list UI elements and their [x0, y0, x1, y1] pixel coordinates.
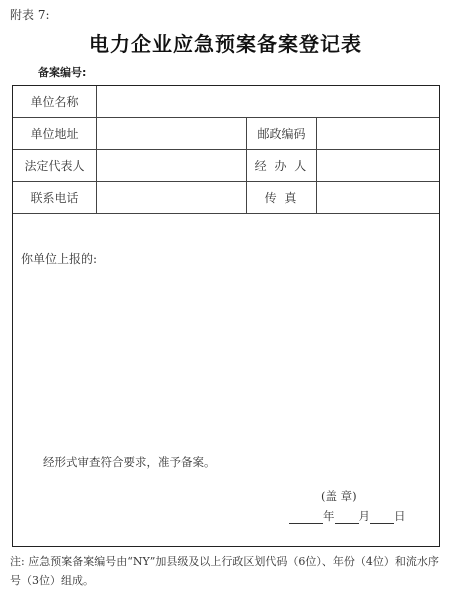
phone-label: 联系电话 [13, 182, 97, 213]
unit-name-field[interactable] [97, 86, 439, 117]
year-blank[interactable] [289, 511, 323, 524]
month-blank[interactable] [335, 511, 359, 524]
appendix-label: 附表 7: [10, 8, 50, 22]
phone-field[interactable] [97, 182, 247, 213]
postal-code-label: 邮政编码 [247, 118, 317, 149]
unit-address-field[interactable] [97, 118, 247, 149]
date-line [289, 508, 406, 524]
row-unit-name [13, 86, 439, 118]
form-title: 电力企业应急预案备案登记表 [89, 32, 362, 56]
postal-code-field[interactable] [317, 118, 439, 149]
unit-name-label: 单位名称 [13, 86, 97, 117]
legal-rep-field[interactable] [97, 150, 247, 181]
legal-rep-label: 法定代表人 [13, 150, 97, 181]
fax-label: 传 真 [247, 182, 317, 213]
seal-text: (盖 章) [321, 489, 357, 503]
handler-field[interactable] [317, 150, 439, 181]
record-number-label: 备案编号: [38, 66, 87, 79]
year-label: 年 [323, 509, 335, 523]
fax-field[interactable] [317, 182, 439, 213]
registration-form [12, 85, 440, 547]
day-blank[interactable] [370, 511, 394, 524]
row-address [13, 118, 439, 150]
month-label: 月 [358, 509, 370, 523]
approval-text: 经形式审查符合要求，准予备案。 [43, 455, 216, 469]
row-legal-rep [13, 150, 439, 182]
handler-label: 经 办 人 [247, 150, 317, 181]
row-phone [13, 182, 439, 214]
footnote: 注: 应急预案备案编号由“NY”加县级及以上行政区划代码（6位）、年份（4位）和流水序号（3位）组成。 [10, 555, 439, 587]
report-label: 你单位上报的: [21, 252, 98, 266]
unit-address-label: 单位地址 [13, 118, 97, 149]
day-label: 日 [394, 509, 406, 523]
